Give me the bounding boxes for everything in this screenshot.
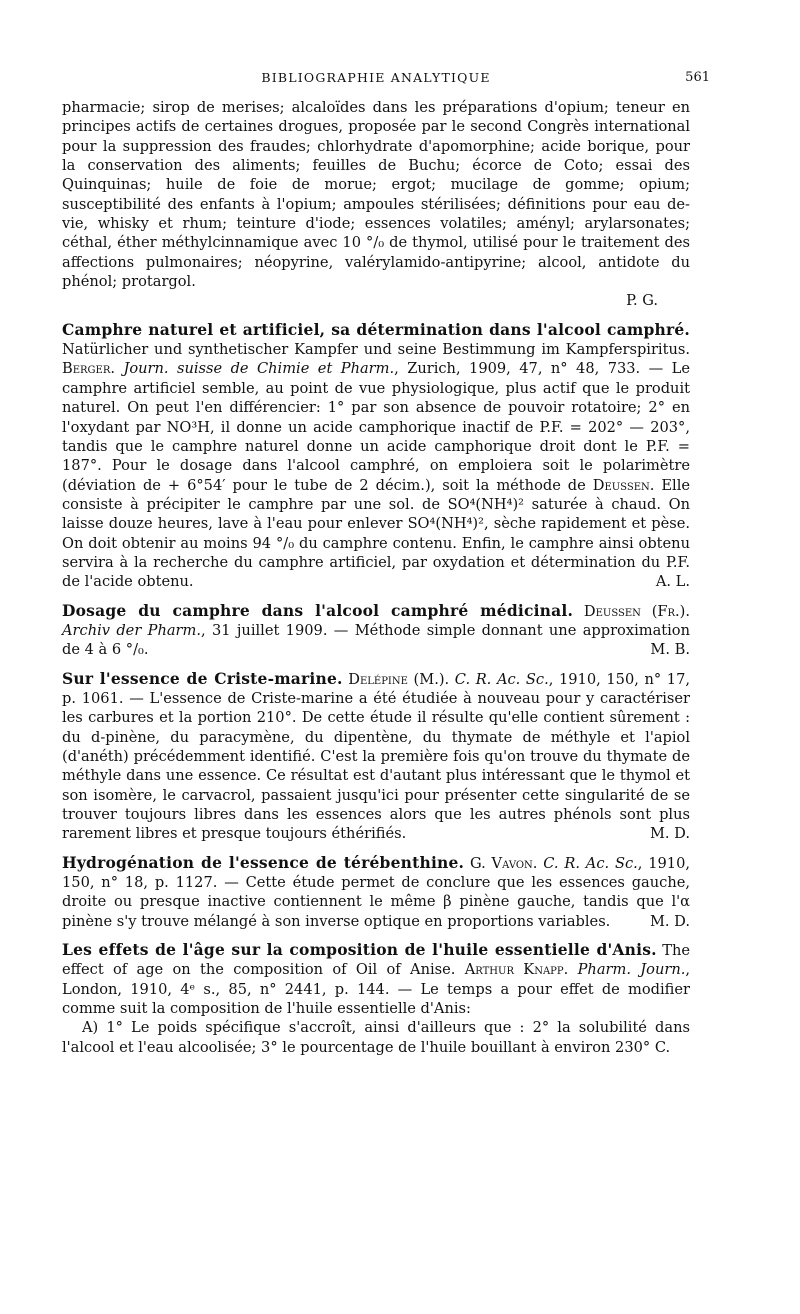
- entry-dosage-camphre: [62, 601, 690, 660]
- entry-title: Dosage du camphre dans l'alcool camphré médicinal.: [62, 600, 574, 620]
- entry-criste-marine: [62, 669, 690, 844]
- entry-huile-anis: [62, 940, 690, 1018]
- entry-journal: Pharm. Journ.: [577, 961, 686, 979]
- page-number: 561: [685, 70, 710, 85]
- entry-signature: M. D.: [649, 825, 690, 843]
- entry-camphre-naturel: [62, 320, 690, 592]
- entry-body: , 31 juillet 1909. — Méthode simple donnant une approximation de 4 à 6 °/₀.: [62, 621, 690, 659]
- intro-text: pharmacie; sirop de merises; alcaloïdes dans les préparations d'opium; teneur en principes actifs de certaines drogues, proposée par le second Congrès international pour la suppression des fraudes; chlorhydrate d'apomorphine; acide borique, pour la conservation des aliments; feuilles de Buchu; écorce de Coto; essai des Quinquinas; huile de foie de morue; ergot; mucilage de gomme; opium; susceptibilité des enfants à l'opium; ampoules stérilisées; définitions pour eau de-vie, whisky et rhum; teinture d'iode; essences volatiles; aményl; arylarsonates; céthal, éther méthylcinnamique avec 10 °/₀ de thymol, utilisé pour le traitement des affections pulmonaires; néopyrine, valérylamido-antipyrine; alcool, antidote du phénol; protargol.: [62, 99, 690, 291]
- entry-ref-text: Natürlicher und synthetischer Kampfer und seine Bestimmung im Kampferspiritus.: [62, 341, 690, 359]
- entry-signature: M. D.: [649, 912, 690, 930]
- entry-journal: Journ. suisse de Chimie et Pharm.: [123, 360, 395, 378]
- running-head: [62, 70, 710, 88]
- entry-signature: M. B.: [650, 641, 690, 659]
- entry-author: G. Vavon.: [469, 854, 538, 872]
- entry-body: , London, 1910, 4ᵉ s., 85, n° 2441, p. 144. — Le temps a pour effet de modifier comme suit la composition de l'huile essentielle d'Anis:: [62, 961, 690, 1018]
- entry-body-2: Elle consiste à précipiter le camphre par une sol. de SO⁴(NH⁴)² saturée à chaud. On laisse douze heures, lave à l'eau pour enlever SO⁴(NH⁴)², sèche rapidement et pèse. On doit obtenir au moins 94 °/₀ du camphre contenu. Enfin, le camphre ainsi obtenu servira à la recherche du camphre artificiel, par oxydation et détermination du P.F. de l'acide obtenu.: [62, 476, 690, 591]
- entry-journal: C. R. Ac. Sc.: [543, 854, 638, 872]
- intro-paragraph: [62, 98, 690, 291]
- entry-author: Deussen (Fr.).: [583, 602, 691, 620]
- entry-journal: C. R. Ac. Sc.: [454, 670, 549, 688]
- entry-author: Delépine (M.).: [348, 670, 450, 688]
- entry-terebenthine: [62, 853, 690, 931]
- entry-journal: Archiv der Pharm.: [62, 621, 202, 639]
- entry-author: Arthur Knapp.: [464, 961, 569, 979]
- entry-body: , 1910, 150, n° 18, p. 1127. — Cette étude permet de conclure que les essences gauche, droite ou presque inactive contiennent le même β pinène gauche, tandis que l'α pinène s'y trouve mélangé à son inverse optique en proportions variables.: [62, 854, 690, 930]
- entry-body: , 1910, 150, n° 17, p. 1061. — L'essence de Criste-marine a été étudiée à nouveau pour y caractériser les carbures et la portion 210°. De cette étude il résulte qu'elle contient sûrement : du d-pinène, du paracymène, du dipentène, du thymate de méthyle et l'apiol (d'anéth) précédemment identifié. C'est la première fois qu'on trouve du thymate de méthyle dans une essence. Ce résultat est d'autant plus intéressant que le thymol et son isomère, le carvacrol, passaient jusqu'ici pour présenter cette singularité de se trouver toujours libres dans les essences alors que les autres phénols sont plus rarement libres et presque toujours éthérifiés.: [62, 670, 691, 843]
- entry-title: Hydrogénation de l'essence de térébenthine.: [62, 852, 465, 872]
- entry-anis-continuation: A) 1° Le poids spécifique s'accroît, ainsi d'ailleurs que : 2° la solubilité dans l'alcool et l'eau alcoolisée; 3° le pourcentage de l'huile bouillant à environ 230° C.: [62, 1019, 690, 1056]
- entry-ref-tail: , Zurich, 1909, 47, n° 48, 733.: [394, 360, 641, 378]
- body-text: [62, 98, 690, 1057]
- entry-body: — Le camphre artificiel semble, au point de vue physiologique, plus actif que le produit naturel. On peut l'en différencier: 1° par son absence de pouvoir rotatoire; 2° en l'oxydant par NO³H, il donne un acide camphorique inactif de P.F. = 202° — 203°, tandis que le camphre naturel donne un acide camphorique droit dont le P.F. = 187°. Pour le dosage dans l'alcool camphré, on emploiera soit le polarimètre (déviation de + 6°54′ pour le tube de 2 décim.), soit la méthode de: [62, 360, 691, 494]
- running-head-title: BIBLIOGRAPHIE ANALYTIQUE: [261, 70, 491, 85]
- intro-signature: P. G.: [626, 292, 658, 310]
- entry-title: Sur l'essence de Criste-marine.: [62, 668, 343, 688]
- entry-ref-text: The effect of age on the composition of Oil of Anise.: [62, 942, 690, 979]
- entry-title: Camphre naturel et artificiel, sa détermination dans l'alcool camphré.: [62, 319, 690, 339]
- entry-author-2: Deussen.: [592, 476, 655, 494]
- entry-author: Berger.: [62, 360, 116, 378]
- entry-signature: A. L.: [655, 573, 690, 591]
- entry-title: Les effets de l'âge sur la composition de l'huile essentielle d'Anis.: [62, 940, 657, 960]
